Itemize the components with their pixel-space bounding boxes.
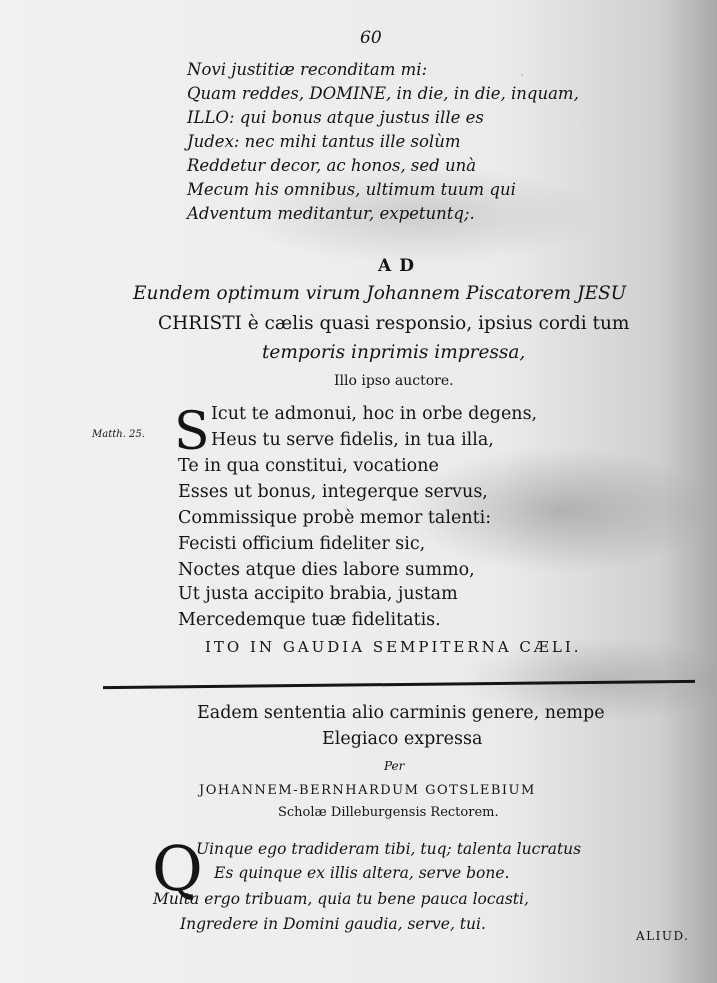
poem2-line: Heus tu serve fidelis, in tua illa, [211,430,494,450]
horizontal-rule [103,680,695,689]
poem1-line: ILLO: qui bonus atque justus ille es [187,108,484,127]
heading-line: Eundem optimum virum Johannem Piscatorem JESU [133,283,627,304]
poem3-line: Uinque ego tradideram tibi, tuq; talenta lucratus [196,840,582,858]
poem3-line: Multa ergo tribuam, quia tu bene pauca locasti, [153,890,529,908]
section-heading-line: Eadem sententia alio carminis genere, nempe [197,703,605,723]
poem2-first-line: Icut te admonui, hoc in orbe degens, [211,404,538,424]
poem3-line: Es quinque ex illis altera, serve bone. [214,864,510,882]
poem2-line: Te in qua constitui, vocatione [178,456,439,476]
page-number: 60 [360,28,382,48]
poem2-final-line: ITO IN GAUDIA SEMPITERNA CÆLI. [205,638,582,656]
poem3-line: Ingredere in Domini gaudia, serve, tui. [180,915,486,933]
heading-line: temporis inprimis impressa, [262,342,526,363]
poem1-line: Reddetur decor, ac honos, sed unà [187,156,477,175]
show-through-text: · [520,68,525,84]
section-heading-line: Elegiaco expressa [322,729,483,749]
catchword: ALIUD. [636,929,690,943]
heading-line: CHRISTI è cælis quasi responsio, ipsius cordi tum [158,313,630,334]
poem1-line: Adventum meditantur, expetuntq;. [187,204,475,223]
margin-note: Matth. 25. [92,429,145,440]
poem2-line: Fecisti officium fideliter sic, [178,534,426,554]
drop-cap: S [174,402,210,462]
author-title: Scholæ Dilleburgensis Rectorem. [278,805,499,820]
poem2-line: Mercedemque tuæ fidelitatis. [178,610,441,630]
poem2-line: Esses ut bonus, integerque servus, [178,482,488,502]
drop-cap: Q [152,832,203,905]
poem2-line: Ut justa accipito brabia, justam [178,584,458,604]
poem1-line: Quam reddes, DOMINE, in die, in die, inquam, [187,84,579,103]
poem1-line: Judex: nec mihi tantus ille solùm [187,132,461,151]
poem1-line: Mecum his omnibus, ultimum tuum qui [187,180,516,199]
poem2-line: Commissique probè memor talenti: [178,508,492,528]
heading-ad: AD [378,256,422,276]
author-note: Illo ipso auctore. [334,373,454,389]
poem1-line: Novi justitiæ reconditam mi: [187,60,428,79]
author-name: JOHANNEM-BERNHARDUM GOTSLEBIUM [199,783,536,798]
per-label: Per [384,759,405,773]
poem2-line: Noctes atque dies labore summo, [178,560,475,580]
